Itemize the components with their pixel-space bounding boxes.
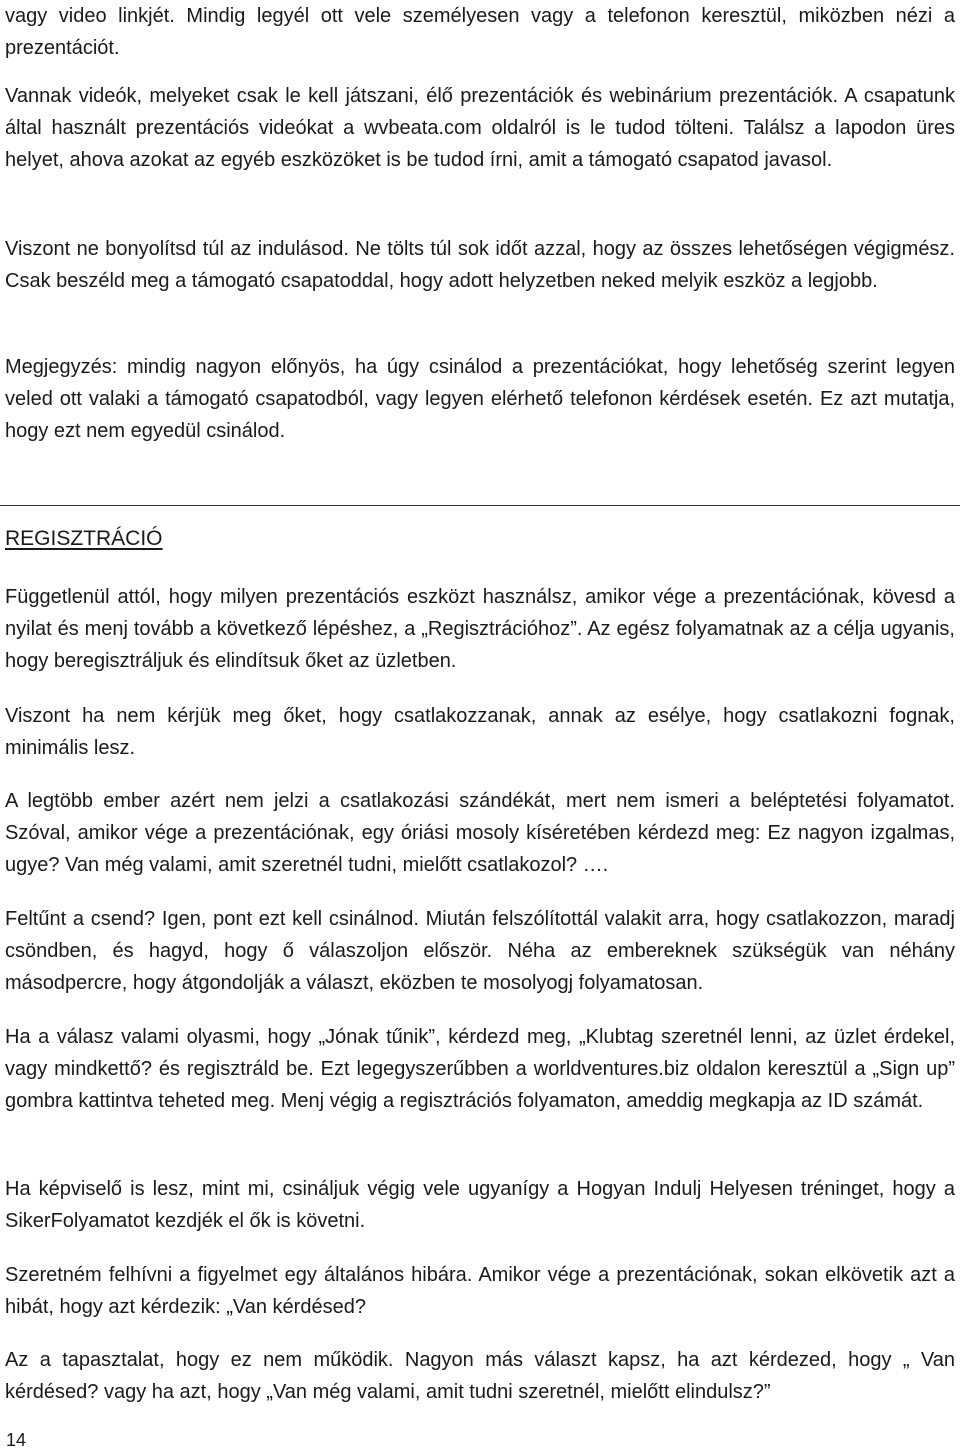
- paragraph-registration-intro: Függetlenül attól, hogy milyen prezentációs eszközt használsz, amikor vége a prezentációnak, kövesd a nyilat és menj tovább a következő lépéshez, a „Regisztrációhoz”. Az egész folyamatnak az a célja ugyanis, hogy beregisztráljuk és elindítsuk őket az üzletben.: [5, 586, 955, 672]
- paragraph-joining-process: A legtöbb ember azért nem jelzi a csatlakozási szándékát, mert nem ismeri a beléptetési folyamatot. Szóval, amikor vége a prezentációnak, egy óriási mosoly kíséretében kérdezd meg: Ez nagyon izgalmas, ugye? Van még valami, amit szeretnél tudni, mielőtt csatlakozol? ….: [5, 790, 955, 876]
- paragraph-ask-to-join: Viszont ha nem kérjük meg őket, hogy csatlakozzanak, annak az esélye, hogy csatlakozni fognak, minimális lesz.: [5, 705, 955, 759]
- paragraph-common-mistake: Szeretném felhívni a figyelmet egy általános hibára. Amikor vége a prezentációnak, sokan elkövetik azt a hibát, hogy azt kérdezik: „Van kérdésed?: [5, 1264, 955, 1318]
- paragraph-video-link: vagy video linkjét. Mindig legyél ott vele személyesen vagy a telefonon keresztül, miközben nézi a prezentációt.: [5, 5, 955, 59]
- page-number: 14: [6, 1430, 27, 1450]
- paragraph-videos: Vannak videók, melyeket csak le kell játszani, élő prezentációk és webinárium prezentációk. A csapatunk által használt prezentációs videókat a wvbeata.com oldalról is le tudod tölteni. Találsz a lapodon üres helyet, ahova azokat az egyéb eszközöket is be tudod írni, amit a támogató csapatod javasol.: [5, 85, 955, 171]
- paragraph-sign-up: Ha a válasz valami olyasmi, hogy „Jónak tűnik”, kérdezd meg, „Klubtag szeretnél lenni, az üzlet érdekel, vagy mindkettő? és regisztráld be. Ezt legegyszerűbben a worldventures.biz oldalon keresztül a „Sign up” gombra kattintva teheted meg. Menj végig a regisztrációs folyamaton, ameddig megkapja az ID számát.: [5, 1026, 955, 1112]
- section-heading-registration: REGISZTRÁCIÓ: [5, 527, 163, 550]
- paragraph-keep-simple: Viszont ne bonyolítsd túl az indulásod. Ne tölts túl sok időt azzal, hogy az összes lehetőségen végigmész. Csak beszéld meg a támogató csapatoddal, hogy adott helyzetben neked melyik eszköz a legjobb.: [5, 238, 955, 292]
- section-divider: [0, 505, 960, 506]
- paragraph-note: Megjegyzés: mindig nagyon előnyös, ha úgy csinálod a prezentációkat, hogy lehetőség szerint legyen veled ott valaki a támogató csapatodból, vagy legyen elérhető telefonon kérdések esetén. Ez azt mutatja, hogy ezt nem egyedül csinálod.: [5, 356, 955, 442]
- paragraph-experience: Az a tapasztalat, hogy ez nem működik. Nagyon más választ kapsz, ha azt kérdezed, hogy „ Van kérdésed? vagy ha azt, hogy „Van még valami, amit tudni szeretnél, mielőtt elindulsz?”: [5, 1349, 955, 1403]
- paragraph-representative: Ha képviselő is lesz, mint mi, csináljuk végig vele ugyanígy a Hogyan Indulj Helyesen tréninget, hogy a SikerFolyamatot kezdjék el ők is követni.: [5, 1178, 955, 1232]
- paragraph-silence: Feltűnt a csend? Igen, pont ezt kell csinálnod. Miután felszólítottál valakit arra, hogy csatlakozzon, maradj csöndben, és hagyd, hogy ő válaszoljon először. Néha az embereknek szükségük van néhány másodpercre, hogy átgondolják a választ, eközben te mosolyogj folyamatosan.: [5, 908, 955, 994]
